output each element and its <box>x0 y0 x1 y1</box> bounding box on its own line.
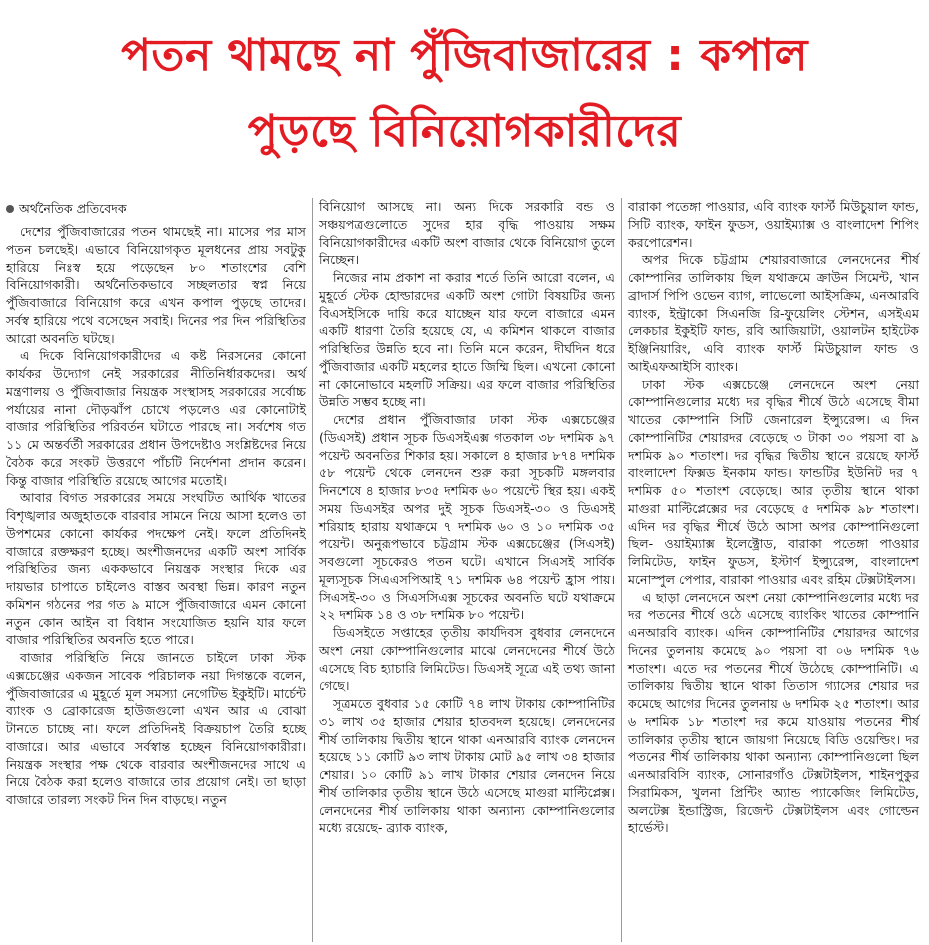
paragraph: দেশের পুঁজিবাজারের পতন থামছেই না। মাসের পর মাস পতন চলছেই। এভাবে বিনিয়োগকৃত মূলধনের প্রায় সবটুকু হারিয়ে নিঃস্ব হয়ে পড়েছেন ৮০ শতাংশের বেশি বিনিয়োগকারী। অর্থনৈতিকভাবে সচ্ছলতার স্বপ্ন নিয়ে পুঁজিবাজারে বিনিয়োগ করে এখন কপাল পুড়ছে তাদের। সর্বস্ব হারিয়ে পথে বসেছেন সবাই। দিনের পর দিন পরিস্থিতির আরো অবনতি ঘটছে। <box>6 224 306 346</box>
paragraph: আবার বিগত সরকারের সময়ে সংঘটিত আর্থিক খাতের বিশৃঙ্খলার অজুহাতকে বারবার সামনে নিয়ে আসা হলেও তা উপশমের কোনো কার্যকর পদক্ষেপ নেই। ফলে প্রতিদিনই বাজারে রক্তক্ষরণ হচ্ছে। অংশীজনদের একটি অংশ সার্বিক পরিস্থিতির জন্য এককভাবে নিয়ন্ত্রক সংস্থার দিকে এর দায়ভার চাপাতে চাইলেও বাস্তব অবস্থা ভিন্ন। কারণ নতুন কমিশন গঠনের পর গত ৯ মাসে পুঁজিবাজারে এমন কোনো নতুন কোন আইন বা বিধান সংযোজিত হয়নি যার ফলে বাজার পরিস্থিতির অবনতি হতে পারে। <box>6 490 306 648</box>
paragraph: নিজের নাম প্রকাশ না করার শর্তে তিনি আরো বলেন, এ মুহূর্তে স্টেক হোল্ডারদের একটি অংশ গোটা বিষয়টির জন্য বিএসইসিকে দায়ি করে যাচ্ছেন যার ফলে বাজারে এমন একটি ধারণা তৈরি হয়েছে যে, এ কমিশন থাকলে বাজার পরিস্থিতির উন্নতি হবে না। তিনি মনে করেন, দীর্ঘদিন ধরে পুঁজিবাজার একটি মহলের হাতে জিম্মি ছিল। এখনো কোনো না কোনোভাবে মহলটি সক্রিয়। এর ফলে বাজার পরিস্থিতির উন্নতি সম্ভব হচ্ছে না। <box>319 270 615 410</box>
byline-text: অর্থনৈতিক প্রতিবেদক <box>19 201 127 216</box>
paragraph: বিনিয়োগ আসছে না। অন্য দিকে সরকারি বন্ড ও সঞ্চয়পত্রগুলোতে সুদের হার বৃদ্ধি পাওয়ায় সক্ষম বিনিয়োগকারীদের একটি অংশ বাজার থেকে বিনিয়োগ তুলে নিচ্ছেন। <box>319 199 615 268</box>
paragraph: এ দিকে বিনিয়োগকারীদের এ কষ্ট নিরসনের কোনো কার্যকর উদ্যোগ নেই সরকারের নীতিনির্ধারকদের। অর্থ মন্ত্রণালয় ও পুঁজিবাজার নিয়ন্ত্রক সংস্থাসহ সরকারের সর্বোচ্চ পর্যায়ের নানা দৌড়ঝাঁপ চোখে পড়লেও এর কোনোটাই বাজার পরিস্থিতির পরিবর্তন ঘটাতে পারছে না। সর্বশেষ গত ১১ মে অন্তর্বর্তী সরকারের প্রধান উপদেষ্টাও সংশ্লিষ্টদের নিয়ে বৈঠক করে সংকট উত্তরণে পাঁচটি নির্দেশনা প্রদান করেন। কিন্তু বাজার পরিস্থিতি রয়েছে আগের মতোই। <box>6 348 306 488</box>
byline <box>6 198 306 220</box>
paragraph: অপর দিকে চট্টগ্রাম শেয়ারবাজারে লেনদেনের শীর্ষ কোম্পানির তালিকায় ছিল যথাক্রমে ক্রাউন সিমেন্ট, খান ব্রাদার্স পিপি ওভেন ব্যাগ, লাভেলো আইসক্রিম, এনআরবি ব্যাংক, ইন্ট্রাকো সিএনজি রি-ফুয়েলিং স্টেশন, এসইএম লেকচার ইকুইটি ফান্ড, রবি আজিয়াটা, ওয়ালটন হাইটেক ইঞ্জিনিয়ারিং, এবি ব্যাংক ফার্স্ট মিউচুয়াল ফান্ড ও আইএফআইসি ব্যাংক। <box>628 252 919 374</box>
article-body <box>4 198 925 942</box>
paragraph: দেশের প্রধান পুঁজিবাজার ঢাকা স্টক এক্সচেঞ্জের (ডিএসই) প্রধান সূচক ডিএসইএক্স গতকাল ৩৮ দশমিক ৯৭ পয়েন্ট অবনতির শিকার হয়। সকালে ৪ হাজার ৮৭৪ দশমিক ৫৮ পয়েন্ট থেকে লেনদেন শুরু করা সূচকটি মঙ্গলবার দিনশেষে ৪ হাজার ৮৩৫ দশমিক ৬০ পয়েন্টে স্থির হয়। একই সময় ডিএসইর অপর দুই সূচক ডিএসই-৩০ ও ডিএসই শরিয়াহ হারায় যথাক্রমে ৭ দশমিক ৬০ ও ১০ দশমিক ৩৫ পয়েন্ট। অনুরূপভাবে চট্টগ্রাম স্টক এক্সচেঞ্জের (সিএসই) সবগুলো সূচকেরও পতন ঘটে। এখানে সিএসই সার্বিক মূল্যসূচক সিএএসপিআই ৭১ দশমিক ৬৪ পয়েন্ট হ্রাস পায়। সিএসই-৩০ ও সিএসসিএক্স সূচকের অবনতি ঘটে যথাক্রমে ২২ দশমিক ১৪ ও ৩৮ দশমিক ৮০ পয়েন্ট। <box>319 412 615 623</box>
paragraph: ডিএসইতে সপ্তাহের তৃতীয় কার্যদিবস বুধবার লেনদেনে অংশ নেয়া কোম্পানিগুলোর মাঝে লেনদেনের শীর্ষে উঠে এসেছে বিচ হ্যাচারি লিমিটেড। ডিএসই সূত্রে এই তথ্য জানা গেছে। <box>319 625 615 694</box>
article-column-2 <box>312 198 622 942</box>
paragraph: ঢাকা স্টক এক্সচেঞ্জে লেনদেনে অংশ নেয়া কোম্পানিগুলোর মধ্যে দর বৃদ্ধির শীর্ষে উঠে এসেছে বীমা খাতের কোম্পানি সিটি জেনারেল ইন্স্যুরেন্স। এ দিন কোম্পানিটির শেয়ারদর বেড়েছে ৩ টাকা ৩০ পয়সা বা ৯ দশমিক ৯০ শতাংশ। দর বৃদ্ধির দ্বিতীয় স্থানে রয়েছে ফার্স্ট বাংলাদেশ ফিক্সড ইনকাম ফান্ড। ফান্ডটির ইউনিট দর ৭ দশমিক ৫০ শতাংশ বেড়েছে। আর তৃতীয় স্থানে থাকা মাগুরা মাল্টিপ্লেক্সের দর বেড়েছে ৫ দশমিক ৯৮ শতাংশ। এদিন দর বৃদ্ধির শীর্ষে উঠে আসা অপর কোম্পানিগুলো ছিল- ওয়াইম্যাক্স ইলেক্ট্রোড, বারাকা পতেঙ্গা পাওয়ার লিমিটেড, ফাইন ফুডস, ইস্টার্ণ ইন্স্যুরেন্স, বাংলাদেশ মনোস্পুল পেপার, বারাকা পাওয়ার এবং রহিম টেক্সটাইলস। <box>628 376 919 587</box>
paragraph: সূত্রমতে বুধবার ১৫ কোটি ৭৪ লাখ টাকায় কোম্পানিটির ৩১ লাখ ৩৫ হাজার শেয়ার হাতবদল হয়েছে। লেনদেনের শীর্ষ তালিকায় দ্বিতীয় স্থানে থাকা এনআরবি ব্যাংক লেনদেন হয়েছে ১১ কোটি ৯৩ লাখ টাকায় মোট ৯৫ লাখ ৩৪ হাজার শেয়ার। ১০ কোটি ৯১ লাখ টাকার শেয়ার লেনদেন নিয়ে শীর্ষ তালিকার তৃতীয় স্থানে উঠে এসেছে মাগুরা মাল্টিপ্লেক্স। লেনদেনের শীর্ষ তালিকায় থাকা অন্যান্য কোম্পানিগুলোর মধ্যে রয়েছে- ব্র্যাক ব্যাংক, <box>319 696 615 836</box>
article-column-1 <box>4 198 312 942</box>
headline-line-1: পতন থামছে না পুঁজিবাজারের : কপাল <box>121 30 808 81</box>
paragraph: বাজার পরিস্থিতি নিয়ে জানতে চাইলে ঢাকা স্টক এক্সচেঞ্জের একজন সাবেক পরিচালক নয়া দিগন্তকে বলেন, পুঁজিবাজারের এ মুহূর্তে মূল সমস্যা নেগেটিভ ইকুইটি। মার্চেন্ট ব্যাংক ও ব্রোকারেজ হাউজগুলো এখন আর এ বোঝা টানতে চাচ্ছে না। ফলে প্রতিদিনই বিক্রয়চাপ তৈরি হচ্ছে বাজারে। আর এভাবে সর্বস্বান্ত হচ্ছেন বিনিয়োগকারীরা। নিয়ন্ত্রক সংস্থার পক্ষ থেকে বারবার অংশীজনদের সাথে এ নিয়ে বৈঠক করা হলেও বাজারে তার প্রয়োগ নেই। তা ছাড়া বাজারে তারল্য সংকট দিন দিন বাড়ছে। নতুন <box>6 650 306 807</box>
headline-line-2: পুড়ছে বিনিয়োগকারীদের <box>247 106 682 157</box>
bullet-icon <box>6 205 14 213</box>
headline <box>0 18 929 170</box>
paragraph: এ ছাড়া লেনদেনে অংশ নেয়া কোম্পানিগুলোর মধ্যে দর দর পতনের শীর্ষে ওঠে এসেছে ব্যাংকিং খাতের কোম্পানি এনআরবি ব্যাংক। এদিন কোম্পানিটির শেয়ারদর আগের দিনের তুলনায় কমেছে ৯০ পয়সা বা ০৬ দশমিক ৭৬ শতাংশ। এতে দর পতনের শীর্ষে উঠেছে কোম্পানিটি। এ তালিকায় দ্বিতীয় স্থানে থাকা তিতাস গ্যাসের শেয়ার দর কমেছে আগের দিনের তুলনায় ৬ দশমিক ২৫ শতাংশ। আর ৬ দশমিক ১৮ শতাংশ দর কমে যাওয়ায় পতনের শীর্ষ তালিকার তৃতীয় স্থানে জায়গা নিয়েছে বিডি ওয়েল্ডিং। দর পতনের শীর্ষ তালিকায় থাকা অন্যান্য কোম্পানিগুলো ছিল এনআরবিসি ব্যাংক, সোনারগাঁও টেক্সটাইলস, শাইনপুকুর সিরামিকস, খুলনা প্রিন্টিং অ্যান্ড প্যাকেজিং লিমিটেড, অলটেক্স ইন্ডাস্ট্রিজ, রিজেন্ট টেক্সটাইলস এবং গোল্ডেন হার্ভেস্ট। <box>628 589 919 836</box>
article-column-3 <box>622 198 925 942</box>
paragraph: বারাকা পতেঙ্গা পাওয়ার, এবি ব্যাংক ফার্স্ট মিউচুয়াল ফান্ড, সিটি ব্যাংক, ফাইন ফুডস, ওয়াইম্যাক্স ও বাংলাদেশ শিপিং করপোরেশন। <box>628 199 919 250</box>
